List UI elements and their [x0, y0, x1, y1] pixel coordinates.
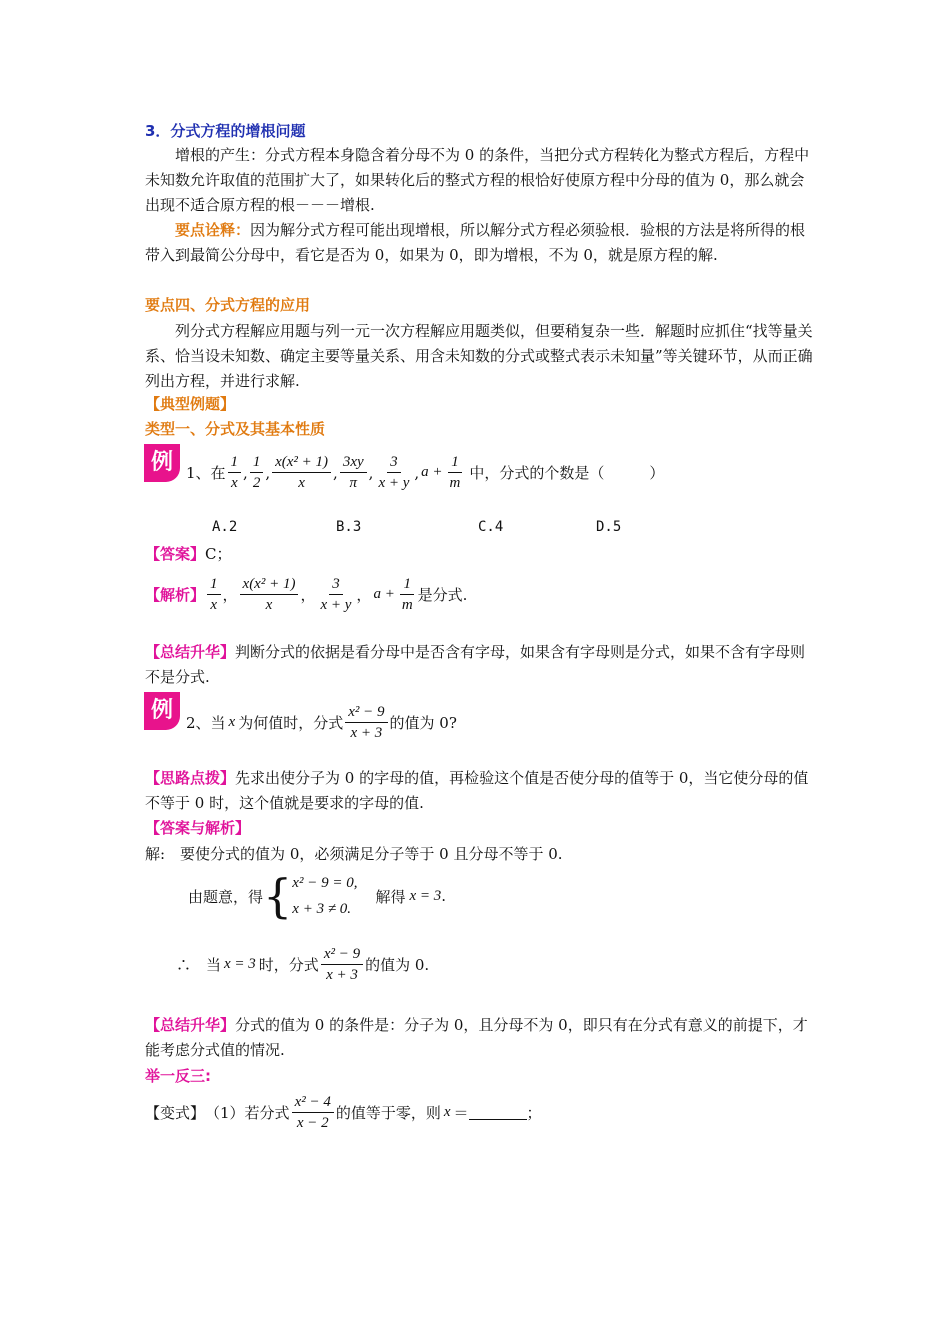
- analysis-frac-3: $\frac{3}{x + y}$: [320, 576, 352, 613]
- ex2-hint: [145, 766, 813, 816]
- ex1-suffix: 中，分式的个数是（ ）: [469, 464, 665, 482]
- analysis-a-plus: a +: [373, 586, 395, 602]
- choice-d: D.5: [596, 519, 622, 535]
- sys-result: x = 3: [409, 887, 442, 904]
- analysis-frac-4: $\frac{1}{m}$: [401, 576, 413, 613]
- fraction-3-over-xpy: $\frac{3}{x + y}$: [378, 454, 410, 491]
- type1-heading: 类型一、分式及其基本性质: [145, 420, 326, 438]
- ex2-answer-label: 【答案与解析】: [145, 819, 251, 837]
- summary1-text: 判断分式的依据是看分母中是否含有字母，如果含有字母则是分式，如果不含有字母则不是分式.: [145, 643, 806, 686]
- therefore-fraction: $\frac{\text{x² − 9}}{x + 3}$: [321, 944, 363, 985]
- brace-symbol: {: [263, 869, 293, 923]
- ex1-answer: [145, 543, 232, 564]
- summary2-label: 【总结升华】: [145, 1016, 236, 1034]
- variant-var: x: [443, 1104, 451, 1120]
- answer-blank[interactable]: [469, 1105, 527, 1120]
- therefore-prefix: ∴ 当: [176, 956, 222, 974]
- sys-eq2: x + 3 ≠ 0.: [292, 901, 352, 917]
- badge-text-2: 例: [150, 698, 174, 723]
- examples-heading: 【典型例题】: [145, 395, 236, 413]
- section3-note: [145, 218, 813, 268]
- ex1-summary: [145, 640, 813, 690]
- choice-c: C.4: [478, 519, 504, 535]
- a-plus: a +: [421, 464, 443, 480]
- fraction-3xy-over-pi: $\frac{3xy}{\pi}$: [340, 452, 367, 493]
- hint-text: 先求出使分子为 0 的字母的值，再检验这个值是否使分母的值等于 0，当它使分母的值不等于 0 时，这个值就是要求的字母的值.: [145, 769, 809, 812]
- variant-eq: ＝: [453, 1104, 469, 1122]
- ex2-therefore: [176, 944, 429, 985]
- badge-text: 例: [150, 450, 174, 475]
- fraction-1-over-x: $\frac{1}{x}$: [228, 452, 242, 493]
- variant-label: 【变式】: [145, 1104, 206, 1122]
- analysis-label: 【解析】: [145, 586, 206, 604]
- therefore-mid: 时，分式: [258, 956, 319, 974]
- choice-a: A.2: [212, 519, 238, 535]
- example-badge-2: [140, 688, 184, 732]
- ex2-mid: 为何值时，分式: [238, 714, 344, 732]
- practice-heading: 举一反三:: [145, 1067, 211, 1085]
- sys-prefix: 由题意，得: [188, 887, 264, 906]
- ex2-system: [188, 870, 446, 922]
- answer-label: 【答案】: [145, 545, 206, 563]
- ex1-question: 1、在 $\frac{1}{x}$ , $\frac{1}{2}$ , $\frac{\text{x(x² + 1)}}{x}$ , $\frac{3xy}{\pi}$ , $\frac{3}{x + y}$ , a + $\frac{1}{m}$ 中，分式的个数是（ ）: [186, 454, 665, 491]
- choice-b: B.3: [336, 519, 362, 535]
- note-text: 因为解分式方程可能出现增根，所以解分式方程必须验根．验根的方法是将所得的根带入到最简公分母中，看它是否为 0，如果为 0，即为增根，不为 0，就是原方程的解.: [145, 221, 806, 264]
- variant-suffix: 的值等于零，则: [335, 1104, 441, 1122]
- summary2-text: 分式的值为 0 的条件是：分子为 0，且分母不为 0，即只有在分式有意义的前提下，才能考虑分式值的情况.: [145, 1016, 808, 1059]
- point4-heading: 要点四、分式方程的应用: [145, 296, 311, 314]
- sys-solve: 解得: [375, 887, 406, 906]
- ex2-var: x: [228, 714, 236, 730]
- ex2-summary: [145, 1013, 813, 1063]
- analysis-frac-2: $\frac{\text{x(x² + 1)}}{x}$: [240, 574, 299, 615]
- hint-label: 【思路点拨】: [145, 769, 236, 787]
- ex2-solution-line: 解: 要使分式的值为 0，必须满足分子等于 0 且分母不等于 0.: [145, 845, 563, 863]
- variant-line: [145, 1092, 542, 1133]
- point4-paragraph: 列分式方程解应用题与列一元一次方程解应用题类似，但要稍复杂一些．解题时应抓住“找等量关系、恰当设未知数、确定主要等量关系、用含未知数的分式或整式表示未知量”等关键环节，从而正确列出方程，并进行求解.: [145, 322, 813, 390]
- sys-period: .: [441, 887, 447, 905]
- fraction-1-over-m: $\frac{1}{m}$: [449, 454, 461, 491]
- sys-equations: [292, 870, 357, 922]
- analysis-frac-1: $\frac{1}{x}$: [207, 574, 221, 615]
- sys-eq1: x² − 9 = 0,: [292, 875, 358, 891]
- variant-tail: ；: [526, 1104, 542, 1122]
- section3-paragraph: 增根的产生：分式方程本身隐含着分母不为 0 的条件，当把分式方程转化为整式方程后，方程中未知数允许取值的范围扩大了，如果转化后的整式方程的根恰好使原方程中分母的值为 0，那么就会出现不适合原方程的根－－－增根.: [145, 146, 810, 214]
- therefore-x: x = 3: [224, 956, 256, 972]
- ex2-suffix: 的值为 0?: [389, 714, 457, 732]
- variant-prefix: （1）若分式: [205, 1104, 290, 1122]
- summary1-label: 【总结升华】: [145, 643, 236, 661]
- analysis-suffix: 是分式.: [417, 586, 468, 604]
- variant-fraction: $\frac{\text{x² − 4}}{x - 2}$: [292, 1092, 334, 1133]
- ex1-prefix: 1、在: [186, 464, 226, 482]
- ex1-analysis: 【解析】 $\frac{1}{x}$ ， $\frac{\text{x(x² + 1)}}{x}$ ， $\frac{3}{x + y}$ ， a + $\frac{1}{m}$ 是分式.: [145, 576, 468, 613]
- ex2-fraction: $\frac{\text{x² − 9}}{x + 3}$: [345, 702, 387, 743]
- fraction-x-x2p1-over-x: $\frac{\text{x(x² + 1)}}{x}$: [272, 452, 331, 493]
- fraction-1-over-2: $\frac{1}{2}$: [250, 452, 264, 493]
- ex2-question: [186, 702, 457, 743]
- therefore-suffix: 的值为 0.: [365, 956, 430, 974]
- answer-text: C；: [205, 545, 232, 563]
- note-label: 要点诠释：: [175, 221, 251, 239]
- section3-heading: 3．分式方程的增根问题: [145, 122, 306, 140]
- example-badge-1: [140, 440, 184, 484]
- ex2-prefix: 2、当: [186, 714, 226, 732]
